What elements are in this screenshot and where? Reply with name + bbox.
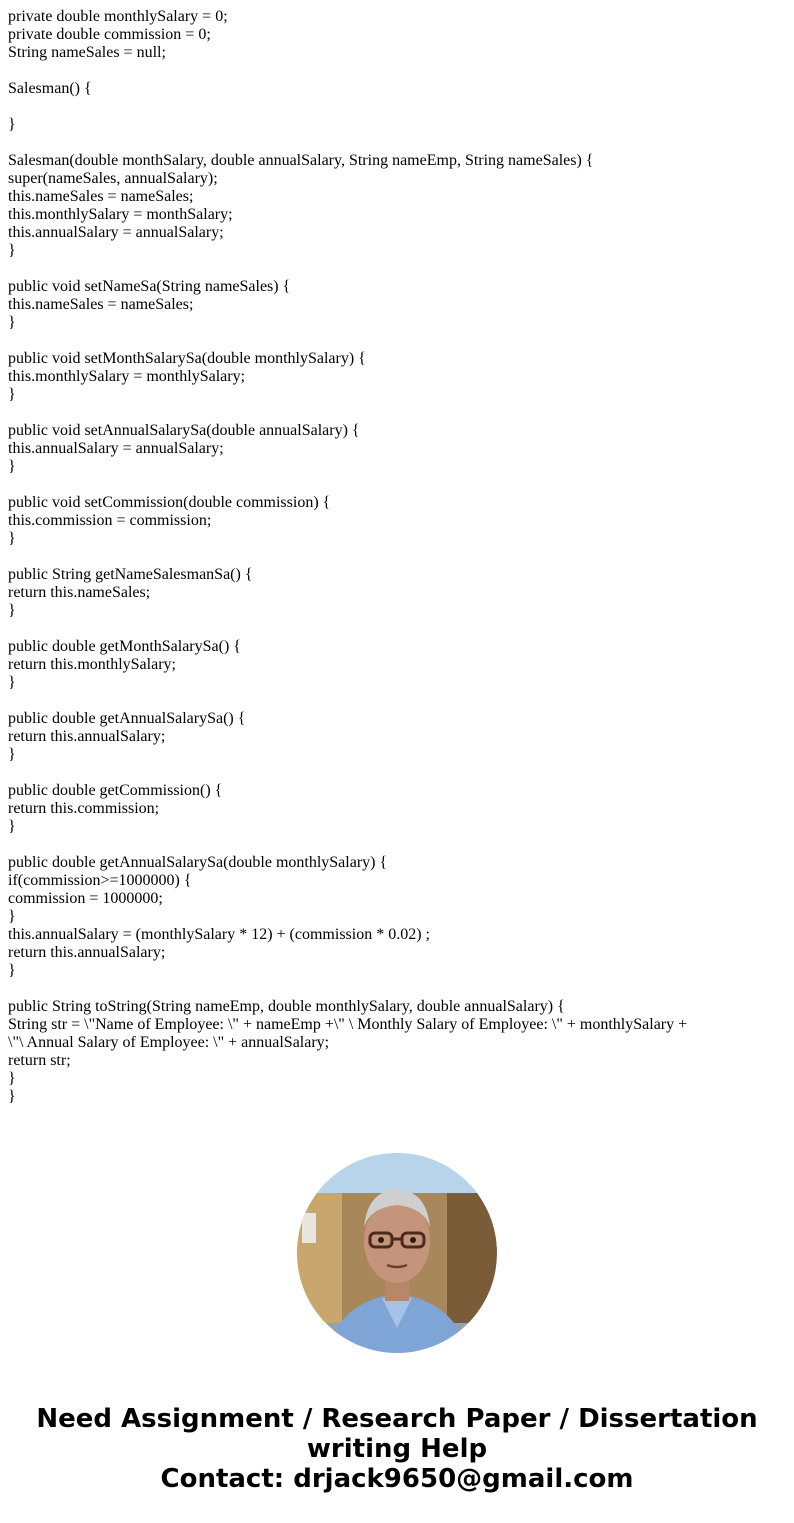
code-line: super(nameSales, annualSalary); bbox=[8, 170, 218, 187]
code-line: this.nameSales = nameSales; bbox=[8, 296, 194, 313]
code-line: String nameSales = null; bbox=[8, 44, 166, 61]
code-line: } bbox=[8, 242, 16, 259]
code-line bbox=[8, 98, 778, 116]
code-line: return str; bbox=[8, 1052, 71, 1069]
code-line: this.monthlySalary = monthSalary; bbox=[8, 206, 233, 223]
code-line: } bbox=[8, 908, 16, 925]
code-line: } bbox=[8, 818, 16, 835]
code-line: public void setCommission(double commission) { bbox=[8, 494, 331, 511]
code-line: public void setAnnualSalarySa(double annualSalary) { bbox=[8, 422, 360, 439]
code-line: } bbox=[8, 458, 16, 475]
code-listing bbox=[8, 8, 778, 1106]
promo-contact: Contact: drjack9650@gmail.com bbox=[160, 1464, 634, 1494]
code-line: public double getAnnualSalarySa() { bbox=[8, 710, 246, 727]
code-line: this.monthlySalary = monthlySalary; bbox=[8, 368, 246, 385]
code-line bbox=[8, 836, 778, 854]
code-line bbox=[8, 332, 778, 350]
code-line: public double getAnnualSalarySa(double monthlySalary) { bbox=[8, 854, 388, 871]
promo-line-1: Need Assignment / Research Paper / Dissertation bbox=[36, 1404, 758, 1434]
code-line bbox=[8, 260, 778, 278]
code-line bbox=[8, 692, 778, 710]
code-line: } bbox=[8, 962, 16, 979]
code-line: private double monthlySalary = 0; bbox=[8, 8, 228, 25]
author-photo bbox=[297, 1153, 497, 1353]
code-line: this.nameSales = nameSales; bbox=[8, 188, 194, 205]
code-line: } bbox=[8, 116, 16, 133]
code-line: this.annualSalary = annualSalary; bbox=[8, 224, 224, 241]
code-line: Salesman(double monthSalary, double annualSalary, String nameEmp, String nameSales) { bbox=[8, 152, 594, 169]
code-line: } bbox=[8, 1088, 16, 1105]
code-line bbox=[8, 764, 778, 782]
code-line: this.commission = commission; bbox=[8, 512, 212, 529]
code-line bbox=[8, 62, 778, 80]
code-line bbox=[8, 980, 778, 998]
code-line: \"\ Annual Salary of Employee: \" + annualSalary; bbox=[8, 1034, 330, 1051]
code-line: return this.commission; bbox=[8, 800, 160, 817]
code-line: } bbox=[8, 314, 16, 331]
code-line: } bbox=[8, 746, 16, 763]
code-line: } bbox=[8, 386, 16, 403]
code-line: public void setMonthSalarySa(double monthlySalary) { bbox=[8, 350, 366, 367]
code-line: public double getCommission() { bbox=[8, 782, 223, 799]
code-line: return this.annualSalary; bbox=[8, 728, 166, 745]
code-line bbox=[8, 404, 778, 422]
code-line bbox=[8, 620, 778, 638]
promo-banner bbox=[0, 1404, 794, 1494]
code-line: return this.annualSalary; bbox=[8, 944, 166, 961]
code-line: } bbox=[8, 1070, 16, 1087]
code-line bbox=[8, 134, 778, 152]
code-line: } bbox=[8, 602, 16, 619]
code-line: private double commission = 0; bbox=[8, 26, 211, 43]
code-line: } bbox=[8, 674, 16, 691]
code-line: commission = 1000000; bbox=[8, 890, 163, 907]
code-line: public void setNameSa(String nameSales) { bbox=[8, 278, 291, 295]
code-line bbox=[8, 476, 778, 494]
code-line: String str = \"Name of Employee: \" + nameEmp +\" \ Monthly Salary of Employee: \" + monthlySalary + bbox=[8, 1016, 688, 1033]
code-line bbox=[8, 548, 778, 566]
code-line: Salesman() { bbox=[8, 80, 92, 97]
code-line: this.annualSalary = annualSalary; bbox=[8, 440, 224, 457]
code-line: if(commission>=1000000) { bbox=[8, 872, 192, 889]
code-line: return this.nameSales; bbox=[8, 584, 151, 601]
author-avatar bbox=[297, 1153, 497, 1353]
code-line: this.annualSalary = (monthlySalary * 12) + (commission * 0.02) ; bbox=[8, 926, 430, 943]
code-line: public String getNameSalesmanSa() { bbox=[8, 566, 253, 583]
code-line: public double getMonthSalarySa() { bbox=[8, 638, 241, 655]
code-line: public String toString(String nameEmp, double monthlySalary, double annualSalary) { bbox=[8, 998, 565, 1015]
code-line: return this.monthlySalary; bbox=[8, 656, 176, 673]
promo-line-2: writing Help bbox=[306, 1434, 488, 1464]
code-line: } bbox=[8, 530, 16, 547]
